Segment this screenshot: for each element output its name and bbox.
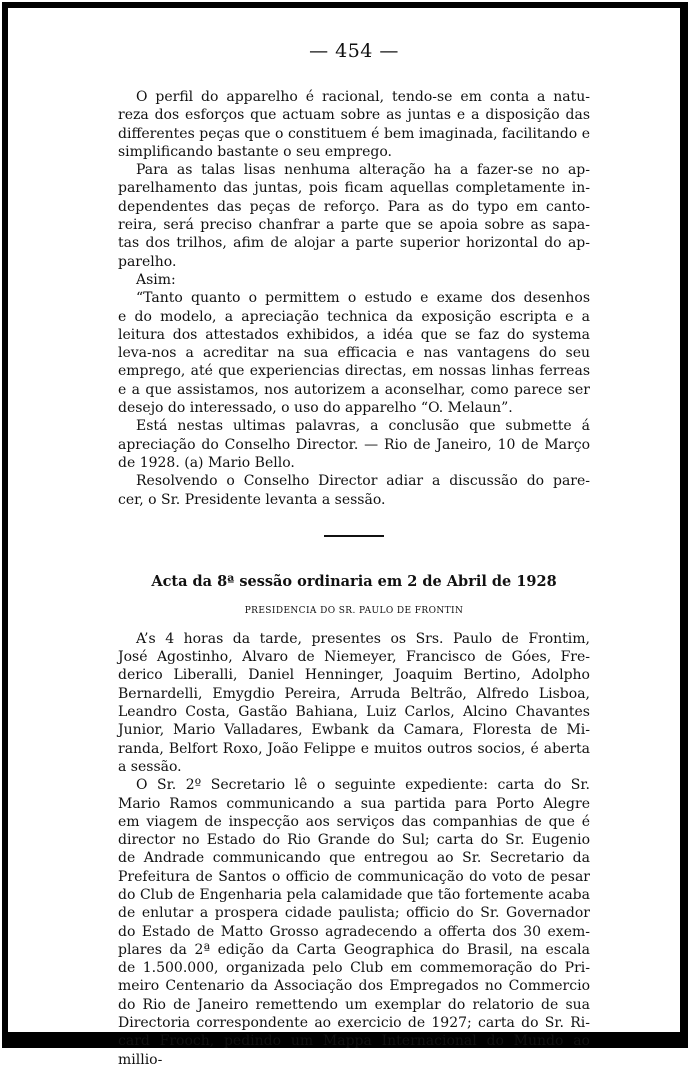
text-line: de 1928. (a) Mario Bello. (118, 454, 295, 471)
text-line: Para as talas lisas nenhuma alteração ha a fazer-se no ap- (136, 162, 590, 179)
text-line: em viagem de inspecção aos serviços das companhias de que é (118, 813, 590, 830)
paragraph-talas-lisas (118, 161, 590, 271)
text-line: e a que assistamos, nos autorizem a aconselhar, como parece ser (118, 381, 590, 398)
text-line: de Andrade communicando que entregou ao Sr. Secretario da (118, 850, 590, 867)
text-line: O Sr. 2º Secretario lê o seguinte expediente: carta do Sr. (136, 777, 590, 794)
text-line: derico Liberalli, Daniel Henninger, Joaquim Bertino, Adolpho (118, 667, 590, 684)
text-line: dependentes das peças de reforço. Para as do typo em canto- (118, 198, 590, 215)
paragraph-quote (118, 289, 590, 417)
text-line: director no Estado do Rio Grande do Sul; carta do Sr. Eugenio (118, 832, 590, 849)
text-line: Resolvendo o Conselho Director adiar a discussão do pare- (136, 473, 590, 490)
text-line: reira, será preciso chanfrar a parte que se apoia sobre as sapa- (118, 217, 590, 234)
text-line: e do modelo, a apreciação technica da exposição escripta e a (118, 308, 590, 325)
text-line: do Club de Engenharia pela calamidade que tão fortemente acaba (118, 886, 590, 903)
text-line: Está nestas ultimas palavras, a conclusão que submette á (136, 418, 590, 435)
text-line: parelhamento das juntas, pois ficam aquellas completamente in- (118, 180, 590, 197)
text-line: de enlutar a prospera cidade paulista; officio do Sr. Governador (118, 905, 590, 922)
section-subtitle: PRESIDENCIA DO SR. PAULO DE FRONTIN (244, 605, 464, 616)
paragraph-apparelho-perfil (118, 88, 590, 161)
text-line: meiro Centenario da Associação dos Empregados no Commercio (118, 978, 590, 995)
paragraph-expediente (118, 776, 590, 1069)
text-line: tas dos trilhos, afim de alojar a parte superior horizontal do ap- (118, 235, 590, 252)
text-line: O perfil do apparelho é racional, tendo-se em conta a natu- (136, 89, 590, 105)
paragraph-asim (118, 271, 590, 289)
text-line: desejo do interessado, o uso do apparelho “O. Melaun”. (118, 400, 513, 417)
text-line: José Agostinho, Alvaro de Niemeyer, Francisco de Góes, Fre- (118, 649, 590, 666)
text-line: parelho. (118, 253, 177, 270)
text-line: Prefeitura de Santos o officio de communicação do voto de pesar (118, 868, 590, 885)
page-number: — 454 — (309, 40, 399, 62)
text-line: Directoria correspondente ao exercicio de 1927; carta do Sr. Ri- (118, 1015, 590, 1032)
text-line: Leandro Costa, Gastão Bahiana, Luiz Carlos, Alcino Chavantes (118, 704, 590, 721)
section-divider (324, 535, 384, 537)
text-line: leitura dos attestados exhibidos, a idéa que se faz do systema (118, 326, 590, 343)
text-line: reza dos esforços que actuam sobre as juntas e a disposição das (118, 107, 590, 124)
text-line: do Rio de Janeiro remettendo um exemplar do relatorio de sua (118, 996, 590, 1013)
text-line: emprego, até que experiencias directas, em nossas linhas ferreas (118, 363, 590, 380)
text-line: plares da 2ª edição da Carta Geographica do Brasil, na escala (118, 941, 590, 958)
text-line: Bernardelli, Emygdio Pereira, Arruda Beltrão, Alfredo Lisboa, (118, 685, 590, 702)
text-line: “Tanto quanto o permittem o estudo e exame dos desenhos (136, 290, 590, 307)
text-line: differentes peças que o constituem é bem imaginada, facilitando e (118, 125, 590, 142)
text-line: do Estado de Matto Grosso agradecendo a offerta dos 30 exem- (118, 923, 590, 940)
text-line: randa, Belfort Roxo, João Felippe e muitos outros socios, é aberta (118, 740, 590, 757)
text-line: a sessão. (118, 758, 182, 775)
document-page (118, 40, 590, 1069)
paragraph-resolvendo (118, 472, 590, 509)
paragraph-presentes (118, 630, 590, 776)
text-line: Junior, Mario Valladares, Ewbank da Camara, Floresta de Mi- (118, 722, 590, 739)
text-line: de 1.500.000, organizada pelo Club em commemoração do Pri- (118, 960, 590, 977)
text-line: apreciação do Conselho Director. — Rio de Janeiro, 10 de Março (118, 436, 590, 453)
text-line: Mario Ramos communicando a sua partida para Porto Alegre (118, 795, 590, 812)
text-line: cer, o Sr. Presidente levanta a sessão. (118, 491, 386, 508)
text-line: A’s 4 horas da tarde, presentes os Srs. Paulo de Frontim, (136, 630, 590, 647)
text-line: Asim: (136, 271, 176, 288)
text-line: leva-nos a acreditar na sua efficacia e nas vantagens do seu (118, 345, 590, 362)
text-line: card Frooch, pedindo um Mappa Internacional do Mundo ao millio- (118, 1033, 590, 1068)
text-line: simplificando bastante o seu emprego. (118, 143, 392, 160)
paragraph-conclusao (118, 417, 590, 472)
section-title: Acta da 8ª sessão ordinaria em 2 de Abril de 1928 (151, 572, 557, 590)
